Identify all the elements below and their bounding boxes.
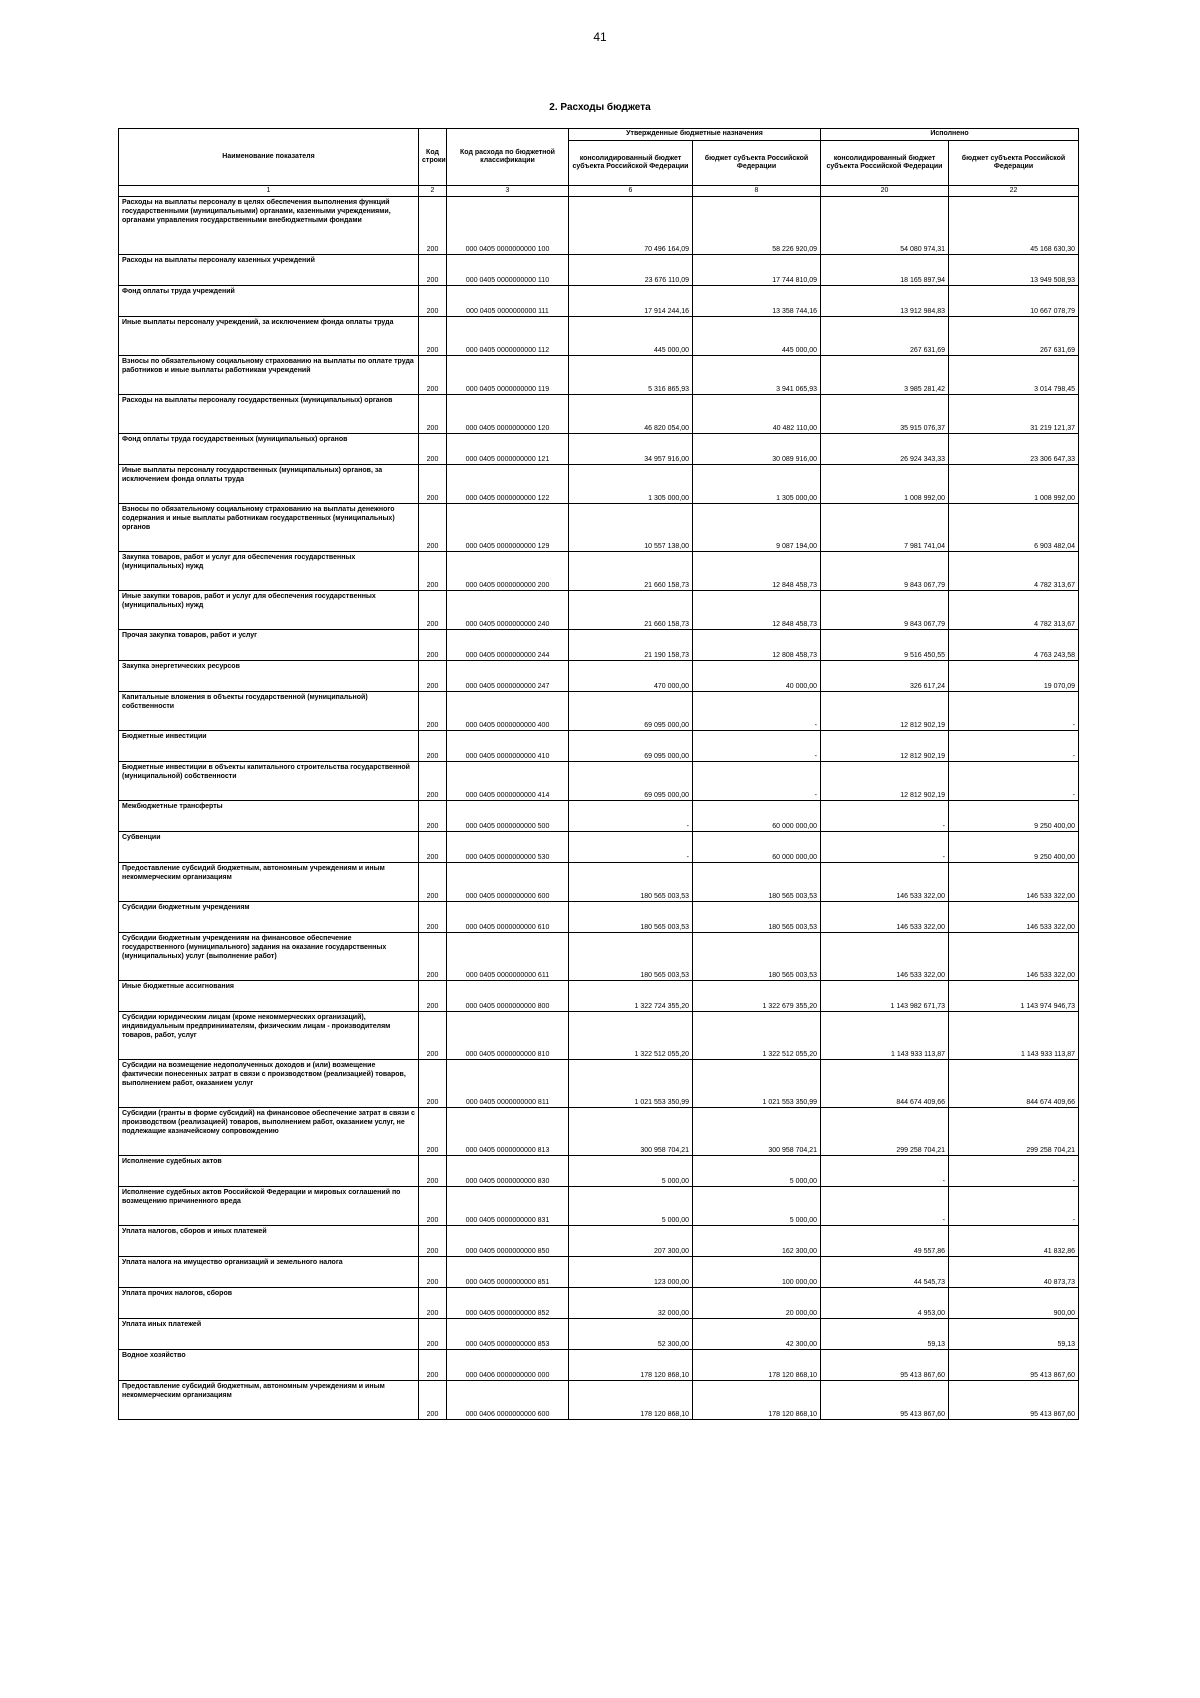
approved-subject-value: 60 000 000,00 <box>693 832 821 863</box>
row-name: Уплата иных платежей <box>119 1319 419 1350</box>
approved-subject-value: 5 000,00 <box>693 1156 821 1187</box>
row-classification: 000 0405 0000000000 600 <box>447 863 569 902</box>
table-row <box>119 395 1079 434</box>
table-row <box>119 255 1079 286</box>
row-classification: 000 0405 0000000000 852 <box>447 1288 569 1319</box>
executed-consolidated-value: 9 516 450,55 <box>821 630 949 661</box>
approved-subject-value: 100 000,00 <box>693 1257 821 1288</box>
approved-consolidated-value: 34 957 916,00 <box>569 434 693 465</box>
table-row <box>119 1108 1079 1156</box>
row-classification: 000 0405 0000000000 810 <box>447 1012 569 1060</box>
row-name: Субсидии на возмещение недополученных доходов и (или) возмещение фактически понесенных затрат в связи с производством (реализацией) товаров, выполнением работ, оказанием услуг <box>119 1060 419 1108</box>
col-number: 6 <box>569 186 693 197</box>
executed-consolidated-value: 54 080 974,31 <box>821 197 949 255</box>
table-row <box>119 801 1079 832</box>
row-name: Субвенции <box>119 832 419 863</box>
table-row <box>119 863 1079 902</box>
table-body <box>119 197 1079 1420</box>
executed-subject-value: 40 873,73 <box>949 1257 1079 1288</box>
col-number: 1 <box>119 186 419 197</box>
executed-consolidated-value: 35 915 076,37 <box>821 395 949 434</box>
row-code: 200 <box>419 434 447 465</box>
table-row <box>119 661 1079 692</box>
table-row <box>119 1257 1079 1288</box>
table-row <box>119 1288 1079 1319</box>
approved-subject-value: 20 000,00 <box>693 1288 821 1319</box>
executed-subject-value: 299 258 704,21 <box>949 1108 1079 1156</box>
row-code: 200 <box>419 286 447 317</box>
executed-consolidated-value: 1 143 933 113,87 <box>821 1012 949 1060</box>
executed-subject-value: - <box>949 731 1079 762</box>
row-name: Исполнение судебных актов <box>119 1156 419 1187</box>
row-name: Уплата прочих налогов, сборов <box>119 1288 419 1319</box>
approved-subject-value: 17 744 810,09 <box>693 255 821 286</box>
table-row <box>119 1156 1079 1187</box>
approved-consolidated-value: 178 120 868,10 <box>569 1350 693 1381</box>
row-name: Предоставление субсидий бюджетным, автономным учреждениям и иным некоммерческим организациям <box>119 1381 419 1420</box>
approved-subject-value: 42 300,00 <box>693 1319 821 1350</box>
approved-subject-value: 30 089 916,00 <box>693 434 821 465</box>
approved-consolidated-value: 1 322 724 355,20 <box>569 981 693 1012</box>
header-group-approved: Утвержденные бюджетные назначения <box>569 129 821 141</box>
header-group-executed: Исполнено <box>821 129 1079 141</box>
approved-consolidated-value: 21 660 158,73 <box>569 552 693 591</box>
approved-consolidated-value: 5 000,00 <box>569 1187 693 1226</box>
row-code: 200 <box>419 465 447 504</box>
row-name: Иные закупки товаров, работ и услуг для обеспечения государственных (муниципальных) нужд <box>119 591 419 630</box>
approved-consolidated-value: 180 565 003,53 <box>569 902 693 933</box>
approved-subject-value: 180 565 003,53 <box>693 863 821 902</box>
row-code: 200 <box>419 1257 447 1288</box>
approved-consolidated-value: 5 000,00 <box>569 1156 693 1187</box>
executed-consolidated-value: 267 631,69 <box>821 317 949 356</box>
approved-consolidated-value: 17 914 244,16 <box>569 286 693 317</box>
header-approved-consolidated: консолидированный бюджет субъекта Российской Федерации <box>569 141 693 186</box>
executed-consolidated-value: 26 924 343,33 <box>821 434 949 465</box>
row-name: Субсидии бюджетным учреждениям <box>119 902 419 933</box>
table-row <box>119 1319 1079 1350</box>
row-classification: 000 0405 0000000000 831 <box>447 1187 569 1226</box>
executed-consolidated-value: 44 545,73 <box>821 1257 949 1288</box>
table-row <box>119 317 1079 356</box>
executed-consolidated-value: 146 533 322,00 <box>821 902 949 933</box>
col-number: 22 <box>949 186 1079 197</box>
row-code: 200 <box>419 1381 447 1420</box>
table-row <box>119 591 1079 630</box>
row-code: 200 <box>419 661 447 692</box>
table-row <box>119 1012 1079 1060</box>
row-classification: 000 0405 0000000000 410 <box>447 731 569 762</box>
row-name: Расходы на выплаты персоналу государственных (муниципальных) органов <box>119 395 419 434</box>
executed-subject-value: 146 533 322,00 <box>949 863 1079 902</box>
executed-consolidated-value: 13 912 984,83 <box>821 286 949 317</box>
approved-consolidated-value: 445 000,00 <box>569 317 693 356</box>
row-name: Капитальные вложения в объекты государственной (муниципальной) собственности <box>119 692 419 731</box>
row-code: 200 <box>419 504 447 552</box>
row-code: 200 <box>419 933 447 981</box>
row-code: 200 <box>419 1156 447 1187</box>
approved-consolidated-value: - <box>569 801 693 832</box>
executed-consolidated-value: 95 413 867,60 <box>821 1350 949 1381</box>
row-code: 200 <box>419 630 447 661</box>
row-classification: 000 0405 0000000000 200 <box>447 552 569 591</box>
executed-consolidated-value: 7 981 741,04 <box>821 504 949 552</box>
approved-consolidated-value: 70 496 164,09 <box>569 197 693 255</box>
approved-subject-value: - <box>693 731 821 762</box>
row-classification: 000 0405 0000000000 500 <box>447 801 569 832</box>
approved-subject-value: 178 120 868,10 <box>693 1381 821 1420</box>
row-classification: 000 0405 0000000000 111 <box>447 286 569 317</box>
approved-subject-value: 12 808 458,73 <box>693 630 821 661</box>
executed-subject-value: 13 949 508,93 <box>949 255 1079 286</box>
executed-subject-value: 9 250 400,00 <box>949 801 1079 832</box>
table-row <box>119 552 1079 591</box>
row-name: Взносы по обязательному социальному страхованию на выплаты денежного содержания и иные выплаты работникам государственных (муниципальных) органов <box>119 504 419 552</box>
approved-subject-value: 13 358 744,16 <box>693 286 821 317</box>
header-approved-subject: бюджет субъекта Российской Федерации <box>693 141 821 186</box>
executed-subject-value: - <box>949 1156 1079 1187</box>
executed-subject-value: 4 782 313,67 <box>949 552 1079 591</box>
approved-subject-value: 9 087 194,00 <box>693 504 821 552</box>
approved-consolidated-value: 178 120 868,10 <box>569 1381 693 1420</box>
row-classification: 000 0405 0000000000 100 <box>447 197 569 255</box>
row-code: 200 <box>419 981 447 1012</box>
table-row <box>119 465 1079 504</box>
executed-subject-value: 95 413 867,60 <box>949 1381 1079 1420</box>
row-classification: 000 0405 0000000000 240 <box>447 591 569 630</box>
approved-subject-value: 180 565 003,53 <box>693 902 821 933</box>
row-code: 200 <box>419 1012 447 1060</box>
executed-consolidated-value: 9 843 067,79 <box>821 591 949 630</box>
approved-consolidated-value: 1 021 553 350,99 <box>569 1060 693 1108</box>
row-name: Фонд оплаты труда учреждений <box>119 286 419 317</box>
executed-consolidated-value: 146 533 322,00 <box>821 933 949 981</box>
executed-consolidated-value: 95 413 867,60 <box>821 1381 949 1420</box>
approved-subject-value: 5 000,00 <box>693 1187 821 1226</box>
row-name: Закупка товаров, работ и услуг для обеспечения государственных (муниципальных) нужд <box>119 552 419 591</box>
executed-subject-value: 844 674 409,66 <box>949 1060 1079 1108</box>
row-code: 200 <box>419 1226 447 1257</box>
executed-consolidated-value: 12 812 902,19 <box>821 731 949 762</box>
executed-subject-value: 1 008 992,00 <box>949 465 1079 504</box>
row-code: 200 <box>419 1288 447 1319</box>
page-number: 41 <box>593 30 607 44</box>
executed-consolidated-value: 1 143 982 671,73 <box>821 981 949 1012</box>
executed-subject-value: 146 533 322,00 <box>949 902 1079 933</box>
approved-consolidated-value: 23 676 110,09 <box>569 255 693 286</box>
executed-subject-value: 9 250 400,00 <box>949 832 1079 863</box>
approved-subject-value: 12 848 458,73 <box>693 552 821 591</box>
table-row <box>119 356 1079 395</box>
table-row <box>119 731 1079 762</box>
header-executed-subject: бюджет субъекта Российской Федерации <box>949 141 1079 186</box>
row-name: Иные выплаты персоналу учреждений, за исключением фонда оплаты труда <box>119 317 419 356</box>
row-classification: 000 0405 0000000000 853 <box>447 1319 569 1350</box>
row-name: Взносы по обязательному социальному страхованию на выплаты по оплате труда работников и иные выплаты работникам учреждений <box>119 356 419 395</box>
row-classification: 000 0405 0000000000 247 <box>447 661 569 692</box>
approved-subject-value: - <box>693 762 821 801</box>
row-classification: 000 0405 0000000000 119 <box>447 356 569 395</box>
executed-subject-value: - <box>949 1187 1079 1226</box>
approved-consolidated-value: 180 565 003,53 <box>569 863 693 902</box>
row-name: Иные выплаты персоналу государственных (муниципальных) органов, за исключением фонда оплаты труда <box>119 465 419 504</box>
row-name: Межбюджетные трансферты <box>119 801 419 832</box>
approved-subject-value: 162 300,00 <box>693 1226 821 1257</box>
approved-consolidated-value: 10 557 138,00 <box>569 504 693 552</box>
row-name: Фонд оплаты труда государственных (муниципальных) органов <box>119 434 419 465</box>
col-number: 20 <box>821 186 949 197</box>
approved-subject-value: 12 848 458,73 <box>693 591 821 630</box>
executed-consolidated-value: 299 258 704,21 <box>821 1108 949 1156</box>
executed-consolidated-value: 18 165 897,94 <box>821 255 949 286</box>
row-code: 200 <box>419 255 447 286</box>
row-classification: 000 0405 0000000000 122 <box>447 465 569 504</box>
row-code: 200 <box>419 692 447 731</box>
approved-consolidated-value: 32 000,00 <box>569 1288 693 1319</box>
approved-consolidated-value: 123 000,00 <box>569 1257 693 1288</box>
row-name: Уплата налогов, сборов и иных платежей <box>119 1226 419 1257</box>
row-code: 200 <box>419 197 447 255</box>
approved-subject-value: 1 305 000,00 <box>693 465 821 504</box>
header-name: Наименование показателя <box>119 129 419 186</box>
approved-consolidated-value: 180 565 003,53 <box>569 933 693 981</box>
approved-consolidated-value: 207 300,00 <box>569 1226 693 1257</box>
row-code: 200 <box>419 552 447 591</box>
expenses-table <box>118 128 1079 1420</box>
row-name: Иные бюджетные ассигнования <box>119 981 419 1012</box>
row-classification: 000 0406 0000000000 600 <box>447 1381 569 1420</box>
approved-consolidated-value: 69 095 000,00 <box>569 762 693 801</box>
row-name: Прочая закупка товаров, работ и услуг <box>119 630 419 661</box>
section-title: 2. Расходы бюджета <box>549 102 651 113</box>
approved-consolidated-value: 21 660 158,73 <box>569 591 693 630</box>
executed-subject-value: 95 413 867,60 <box>949 1350 1079 1381</box>
approved-subject-value: 1 322 679 355,20 <box>693 981 821 1012</box>
row-name: Исполнение судебных актов Российской Федерации и мировых соглашений по возмещению причиненного вреда <box>119 1187 419 1226</box>
row-classification: 000 0405 0000000000 830 <box>447 1156 569 1187</box>
executed-consolidated-value: 12 812 902,19 <box>821 692 949 731</box>
executed-subject-value: 4 782 313,67 <box>949 591 1079 630</box>
row-code: 200 <box>419 1060 447 1108</box>
table-row <box>119 832 1079 863</box>
executed-consolidated-value: 4 953,00 <box>821 1288 949 1319</box>
row-name: Водное хозяйство <box>119 1350 419 1381</box>
approved-consolidated-value: 5 316 865,93 <box>569 356 693 395</box>
row-classification: 000 0405 0000000000 811 <box>447 1060 569 1108</box>
table-row <box>119 1381 1079 1420</box>
table-row <box>119 434 1079 465</box>
row-classification: 000 0405 0000000000 110 <box>447 255 569 286</box>
row-classification: 000 0405 0000000000 112 <box>447 317 569 356</box>
row-code: 200 <box>419 1108 447 1156</box>
executed-consolidated-value: 9 843 067,79 <box>821 552 949 591</box>
executed-subject-value: 59,13 <box>949 1319 1079 1350</box>
row-name: Предоставление субсидий бюджетным, автономным учреждениям и иным некоммерческим организациям <box>119 863 419 902</box>
row-code: 200 <box>419 1350 447 1381</box>
row-name: Субсидии юридическим лицам (кроме некоммерческих организаций), индивидуальным предпринимателям, физическим лицам - производителям товаров, работ, услуг <box>119 1012 419 1060</box>
approved-subject-value: 180 565 003,53 <box>693 933 821 981</box>
executed-consolidated-value: 49 557,86 <box>821 1226 949 1257</box>
row-classification: 000 0405 0000000000 850 <box>447 1226 569 1257</box>
executed-subject-value: 45 168 630,30 <box>949 197 1079 255</box>
row-classification: 000 0405 0000000000 813 <box>447 1108 569 1156</box>
executed-subject-value: 6 903 482,04 <box>949 504 1079 552</box>
executed-subject-value: 10 667 078,79 <box>949 286 1079 317</box>
row-classification: 000 0405 0000000000 120 <box>447 395 569 434</box>
approved-consolidated-value: 69 095 000,00 <box>569 692 693 731</box>
approved-subject-value: 60 000 000,00 <box>693 801 821 832</box>
approved-consolidated-value: 21 190 158,73 <box>569 630 693 661</box>
executed-subject-value: 19 070,09 <box>949 661 1079 692</box>
executed-subject-value: 4 763 243,58 <box>949 630 1079 661</box>
header-code: Код строки <box>419 129 447 186</box>
table-row <box>119 692 1079 731</box>
executed-subject-value: 900,00 <box>949 1288 1079 1319</box>
approved-consolidated-value: 46 820 054,00 <box>569 395 693 434</box>
row-code: 200 <box>419 801 447 832</box>
row-code: 200 <box>419 356 447 395</box>
approved-consolidated-value: 69 095 000,00 <box>569 731 693 762</box>
table-row <box>119 1187 1079 1226</box>
approved-subject-value: 1 322 512 055,20 <box>693 1012 821 1060</box>
executed-consolidated-value: 146 533 322,00 <box>821 863 949 902</box>
approved-subject-value: 40 000,00 <box>693 661 821 692</box>
approved-consolidated-value: 470 000,00 <box>569 661 693 692</box>
row-code: 200 <box>419 1319 447 1350</box>
executed-consolidated-value: - <box>821 1187 949 1226</box>
row-name: Бюджетные инвестиции в объекты капитального строительства государственной (муниципальной) собственности <box>119 762 419 801</box>
col-number: 3 <box>447 186 569 197</box>
row-code: 200 <box>419 591 447 630</box>
row-classification: 000 0405 0000000000 851 <box>447 1257 569 1288</box>
executed-subject-value: 23 306 647,33 <box>949 434 1079 465</box>
executed-consolidated-value: 844 674 409,66 <box>821 1060 949 1108</box>
approved-subject-value: 40 482 110,00 <box>693 395 821 434</box>
row-classification: 000 0405 0000000000 611 <box>447 933 569 981</box>
table-row <box>119 762 1079 801</box>
table-row <box>119 933 1079 981</box>
executed-subject-value: 41 832,86 <box>949 1226 1079 1257</box>
executed-subject-value: 3 014 798,45 <box>949 356 1079 395</box>
approved-subject-value: 3 941 065,93 <box>693 356 821 395</box>
row-code: 200 <box>419 902 447 933</box>
col-number: 8 <box>693 186 821 197</box>
executed-consolidated-value: - <box>821 801 949 832</box>
executed-consolidated-value: - <box>821 832 949 863</box>
row-name: Закупка энергетических ресурсов <box>119 661 419 692</box>
row-classification: 000 0405 0000000000 244 <box>447 630 569 661</box>
table-row <box>119 902 1079 933</box>
approved-subject-value: 178 120 868,10 <box>693 1350 821 1381</box>
row-name: Субсидии (гранты в форме субсидий) на финансовое обеспечение затрат в связи с производством (реализацией) товаров, выполнением работ, оказанием услуг, не подлежащие казначейскому сопровождению <box>119 1108 419 1156</box>
row-classification: 000 0405 0000000000 121 <box>447 434 569 465</box>
row-classification: 000 0405 0000000000 129 <box>447 504 569 552</box>
table-row <box>119 286 1079 317</box>
approved-consolidated-value: 52 300,00 <box>569 1319 693 1350</box>
row-code: 200 <box>419 863 447 902</box>
header-classification: Код расхода по бюджетной классификации <box>447 129 569 186</box>
table-header <box>119 129 1079 197</box>
executed-subject-value: 1 143 974 946,73 <box>949 981 1079 1012</box>
row-name: Субсидии бюджетным учреждениям на финансовое обеспечение государственного (муниципального) задания на оказание государственных (муниципальных) услуг (выполнение работ) <box>119 933 419 981</box>
approved-consolidated-value: 1 322 512 055,20 <box>569 1012 693 1060</box>
row-name: Уплата налога на имущество организаций и земельного налога <box>119 1257 419 1288</box>
table-row <box>119 1350 1079 1381</box>
row-code: 200 <box>419 762 447 801</box>
approved-subject-value: 1 021 553 350,99 <box>693 1060 821 1108</box>
row-code: 200 <box>419 1187 447 1226</box>
approved-consolidated-value: 300 958 704,21 <box>569 1108 693 1156</box>
executed-consolidated-value: - <box>821 1156 949 1187</box>
approved-subject-value: 300 958 704,21 <box>693 1108 821 1156</box>
table-row <box>119 981 1079 1012</box>
header-executed-consolidated: консолидированный бюджет субъекта Российской Федерации <box>821 141 949 186</box>
row-classification: 000 0405 0000000000 400 <box>447 692 569 731</box>
table-row <box>119 504 1079 552</box>
approved-subject-value: - <box>693 692 821 731</box>
executed-consolidated-value: 1 008 992,00 <box>821 465 949 504</box>
row-code: 200 <box>419 832 447 863</box>
executed-subject-value: 267 631,69 <box>949 317 1079 356</box>
executed-subject-value: - <box>949 762 1079 801</box>
col-number: 2 <box>419 186 447 197</box>
row-classification: 000 0405 0000000000 610 <box>447 902 569 933</box>
row-name: Расходы на выплаты персоналу в целях обеспечения выполнения функций государственными (муниципальными) органами, казенными учреждениями, органами управления государственными внебюджетными фондами <box>119 197 419 255</box>
table-row <box>119 197 1079 255</box>
row-classification: 000 0406 0000000000 000 <box>447 1350 569 1381</box>
row-name: Расходы на выплаты персоналу казенных учреждений <box>119 255 419 286</box>
approved-consolidated-value: 1 305 000,00 <box>569 465 693 504</box>
row-classification: 000 0405 0000000000 530 <box>447 832 569 863</box>
row-classification: 000 0405 0000000000 414 <box>447 762 569 801</box>
approved-subject-value: 58 226 920,09 <box>693 197 821 255</box>
executed-subject-value: 1 143 933 113,87 <box>949 1012 1079 1060</box>
table-row <box>119 1226 1079 1257</box>
row-code: 200 <box>419 731 447 762</box>
row-name: Бюджетные инвестиции <box>119 731 419 762</box>
executed-consolidated-value: 326 617,24 <box>821 661 949 692</box>
approved-consolidated-value: - <box>569 832 693 863</box>
table-row <box>119 1060 1079 1108</box>
executed-subject-value: 31 219 121,37 <box>949 395 1079 434</box>
row-classification: 000 0405 0000000000 800 <box>447 981 569 1012</box>
executed-consolidated-value: 12 812 902,19 <box>821 762 949 801</box>
table-row <box>119 630 1079 661</box>
executed-consolidated-value: 3 985 281,42 <box>821 356 949 395</box>
executed-subject-value: - <box>949 692 1079 731</box>
executed-subject-value: 146 533 322,00 <box>949 933 1079 981</box>
row-code: 200 <box>419 395 447 434</box>
row-code: 200 <box>419 317 447 356</box>
executed-consolidated-value: 59,13 <box>821 1319 949 1350</box>
approved-subject-value: 445 000,00 <box>693 317 821 356</box>
